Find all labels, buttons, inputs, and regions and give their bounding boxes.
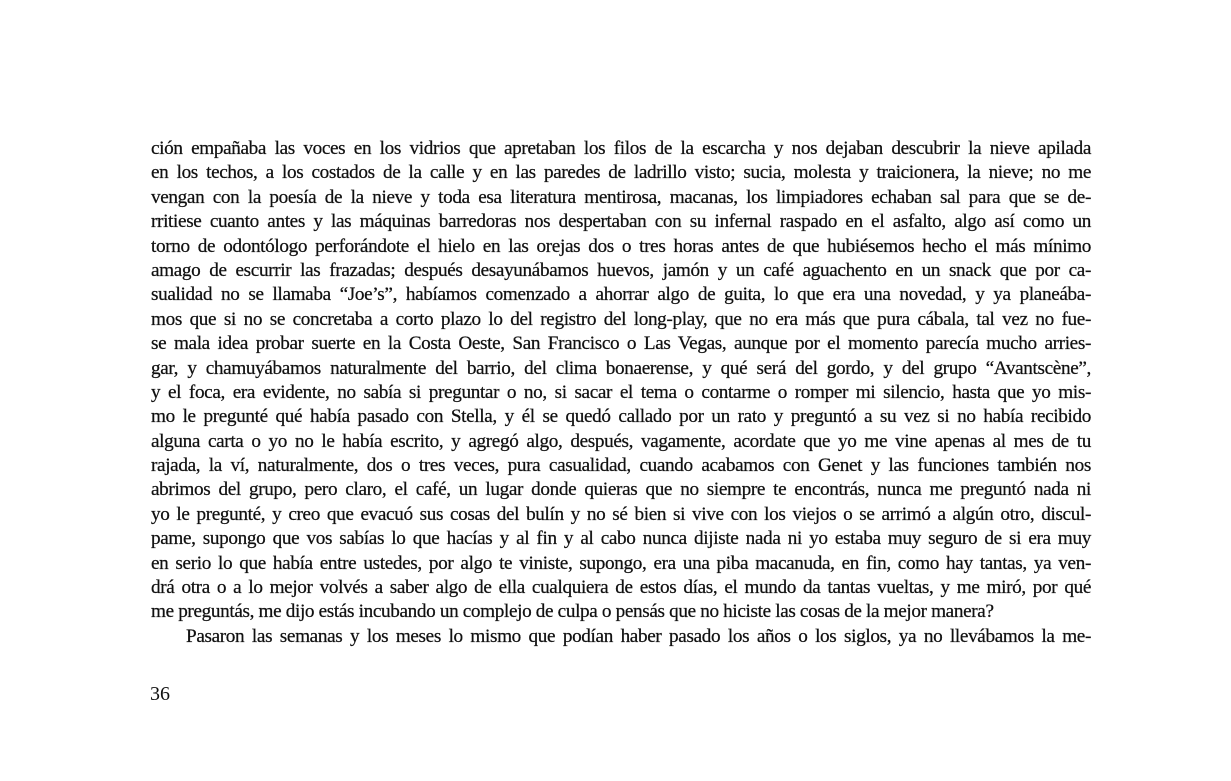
paragraph-start-line: Pasaron las semanas y los meses lo mismo que podían haber pasado los años o los siglos, ya no llevábamos la me- — [186, 625, 1091, 647]
text-line: alguna carta o yo no le había escrito, y agregó algo, después, vagamente, acordate que yo me vine apenas al mes de tu — [151, 430, 1091, 452]
text-line: torno de odontólogo perforándote el hielo en las orejas dos o tres horas antes de que hubiésemos hecho el más mínimo — [151, 235, 1091, 257]
text-line: ción empañaba las voces en los vidrios que apretaban los filos de la escarcha y nos dejaban descubrir la nieve apilada — [151, 138, 1091, 159]
text-line: sualidad no se llamaba “Joe’s”, habíamos comenzado a ahorrar algo de guita, lo que era una novedad, y ya planeába- — [151, 284, 1091, 306]
text-line: en los techos, a los costados de la calle y en las paredes de ladrillo visto; sucia, molesta y traicionera, la nieve; no me — [151, 162, 1091, 184]
body-text — [151, 137, 1091, 649]
text-line: rajada, la ví, naturalmente, dos o tres veces, pura casualidad, cuando acabamos con Genet y las funciones también nos — [151, 455, 1091, 477]
text-line: rritiese cuanto antes y las máquinas barredoras nos despertaban con su infernal raspado en el asfalto, algo así como un — [151, 211, 1091, 233]
text-line: se mala idea probar suerte en la Costa Oeste, San Francisco o Las Vegas, aunque por el momento parecía mucho arries- — [151, 333, 1091, 355]
page-number: 36 — [150, 683, 170, 705]
text-line: mos que si no se concretaba a corto plazo lo del registro del long-play, que no era más que pura cábala, tal vez no fue- — [151, 308, 1091, 330]
text-line: y el foca, era evidente, no sabía si preguntar o no, si sacar el tema o contarme o romper mi silencio, hasta que yo mis- — [151, 381, 1091, 403]
text-line: amago de escurrir las frazadas; después desayunábamos huevos, jamón y un café aguachento en un snack que por ca- — [151, 259, 1091, 281]
text-line: abrimos del grupo, pero claro, el café, un lugar donde quieras que no siempre te encontrás, nunca me preguntó nada ni — [151, 479, 1091, 501]
text-line: pame, supongo que vos sabías lo que hacías y al fin y al cabo nunca dijiste nada ni yo estaba muy seguro de si era muy — [151, 528, 1091, 550]
text-line: yo le pregunté, y creo que evacuó sus cosas del bulín y no sé bien si vive con los viejos o se arrimó a algún otro, discul- — [151, 503, 1091, 525]
text-line: gar, y chamuyábamos naturalmente del barrio, del clima bonaerense, y qué será del gordo, y del grupo “Avantscène”, — [151, 357, 1091, 379]
text-line: mo le pregunté qué había pasado con Stella, y él se quedó callado por un rato y preguntó a su vez si no había recibido — [151, 406, 1091, 428]
text-line: drá otra o a lo mejor volvés a saber algo de ella cualquiera de estos días, el mundo da tantas vueltas, y me miró, por qué — [151, 577, 1091, 599]
paragraph-end-line: me preguntás, me dijo estás incubando un complejo de culpa o pensás que no hiciste las cosas de la mejor manera? — [151, 601, 994, 623]
text-line: vengan con la poesía de la nieve y toda esa literatura mentirosa, macanas, los limpiadores echaban sal para que se de- — [151, 186, 1091, 208]
text-line: en serio lo que había entre ustedes, por algo te viniste, supongo, era una piba macanuda, en fin, como hay tantas, ya ven- — [151, 552, 1091, 574]
